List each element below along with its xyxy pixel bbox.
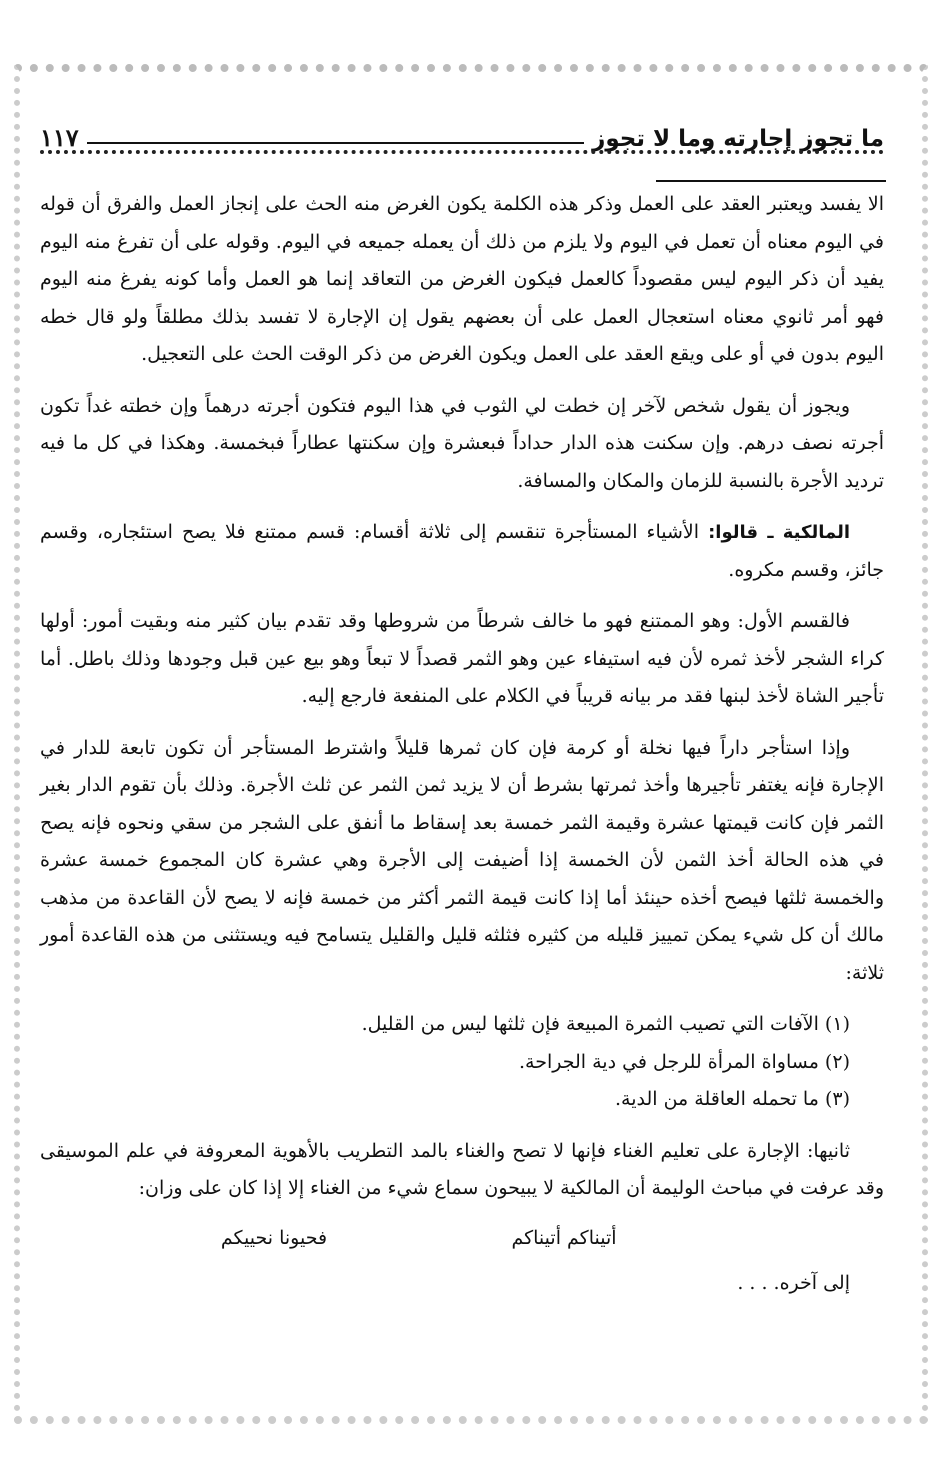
text-line: الأشياء المستأجرة تنقسم إلى ثلاثة أقسام: قسم ممتنع فلا يصح استئجاره، وقسم <box>40 521 709 543</box>
paragraph-6 <box>40 1133 884 1208</box>
list-item: (٢) مساواة المرأة للرجل في دية الجراحة. <box>518 1050 850 1073</box>
text-line: على أن تفرغ منه اليوم يفيد أن ذكر اليوم ليس مقصوداً كالعمل فيكون الغرض من التعاقد إنما هو العمل <box>40 230 885 290</box>
first-hemistich: أتيناكم أتيناكم <box>511 1226 617 1249</box>
text-line: أمور: أولها كراء الشجر لأخذ ثمره لأن فيه استيفاء عين وهو الثمر قصداً لا تبعاً وهو بيع عين قبل <box>40 610 885 670</box>
second-hemistich: فحيونا نحييكم <box>220 1226 328 1249</box>
page-number: ١١٧ <box>40 123 79 152</box>
text-line: الدار بغير الثمر فإن كانت قيمتها عشرة وقيمة الثمر خمسة بعد إسقاط ما أنفق على الشجر من سقي <box>40 774 884 834</box>
dotted-divider <box>40 150 884 154</box>
paragraph-3 <box>40 514 884 589</box>
text-line: جائز، وقسم مكروه. <box>728 558 884 581</box>
text-line: الحث على التعجيل. <box>141 343 294 365</box>
text-line: المجموع خمسة عشرة والخمسة ثلثها فيصح أخذه حينئذ أما إذا كانت قيمة الثمر أكثر من خمسة فإنه <box>40 849 884 909</box>
text-line: غداً تكون أجرته نصف درهم. وإن سكنت هذه الدار حداداً فبعشرة وإن سكنتها عطاراً فبخمسة. <box>40 394 885 454</box>
text-line: لا يصح لأن القاعدة من مذهب مالك أن كل شيء يمكن تمييز قليله من كثيره فثلثه قليل والقليل يتسامح <box>40 886 885 946</box>
text-line: الموسيقى وقد عرفت في مباحث الوليمة أن المالكية لا يبيحون سماع شيء من الغناء إلا إذا كان على <box>40 1139 884 1199</box>
list-item: (٣) ما تحمله العاقلة من الدية. <box>614 1088 850 1110</box>
running-title: ما تجوز إجارته وما لا تجوز <box>592 126 884 152</box>
text-line: وإذا استأجر داراً فيها نخلة أو كرمة فإن كان ثمرها قليلاً واشترط المستأجر أن تكون تابعة للدار <box>74 736 851 759</box>
text-line: ثانيها: الإجارة على تعليم الغناء فإنها لا تصح والغناء بالمد التطريب بالأهوية المعروفة في علم <box>126 1139 851 1162</box>
text-line: وزان: <box>138 1177 183 1199</box>
text-line: والفرق أن قوله في اليوم معناه أن تعمل في اليوم ولا يلزم من ذلك أن يعمله جميعه في اليوم. وقوله <box>40 193 884 253</box>
header-rule <box>87 142 584 144</box>
text-line: في الإجارة فإنه يغتفر تأجيرها وأخذ ثمرتها بشرط أن لا يزيد ثمن الثمر عن ثلث الأجرة. وذلك بأن تقوم <box>40 736 884 796</box>
text-line: فالقسم الأول: وهو الممتنع فهو ما خالف شرطاً من شروطها وقد تقدم بيان كثير منه وبقيت <box>129 610 850 632</box>
verse <box>40 1220 884 1258</box>
closing-line: إلى آخره. . . . <box>737 1272 850 1294</box>
page-body <box>40 186 884 1303</box>
text-line: بذلك مطلقاً ولو قال خطه اليوم بدون في أو على ويقع العقد على العمل ويكون الغرض من ذكر الوقت <box>40 305 884 365</box>
school-label: المالكية ـ قالوا: <box>708 522 850 543</box>
paragraph-2 <box>40 388 884 501</box>
text-line: فيه ويستثنى من هذه القاعدة أمور ثلاثة: <box>40 924 884 984</box>
list-item: (١) الآفات التي تصيب الثمرة المبيعة فإن ثلثها ليس من القليل. <box>361 1013 850 1035</box>
text-line: وأما كونه يفرغ منه اليوم فهو أمر ثانوي معناه استعجال العمل على أن بعضهم يقول إن الإجارة لا تفسد <box>40 268 884 328</box>
page-header <box>40 112 884 152</box>
text-line: ونحوه فإنه يصح في هذه الحالة أخذ الثمن لأن الخمسة إذا أضيفت إلى الأجرة وهي عشرة كان <box>40 811 885 871</box>
text-line: الا يفسد ويعتبر العقد على العمل وذكر هذه الكلمة يكون الغرض منه الحث على إنجاز العمل <box>168 193 884 215</box>
paragraph-5 <box>40 730 884 993</box>
text-line: ويجوز أن يقول شخص لآخر إن خطت لي الثوب في هذا اليوم فتكون أجرته درهماً وإن خطته <box>119 394 850 417</box>
paragraph-4 <box>40 603 884 716</box>
section-rule <box>656 180 886 182</box>
text-line: وهكذا في كل ما فيه ترديد الأجرة بالنسبة للزمان والمكان والمسافة. <box>40 432 884 492</box>
paragraph-1 <box>40 186 884 374</box>
text-line: وجودها وذلك باطل. أما تأجير الشاة لأخذ لبنها فقد مر بيانه قريباً في الكلام على المنفعة فارجع إليه. <box>40 647 884 707</box>
